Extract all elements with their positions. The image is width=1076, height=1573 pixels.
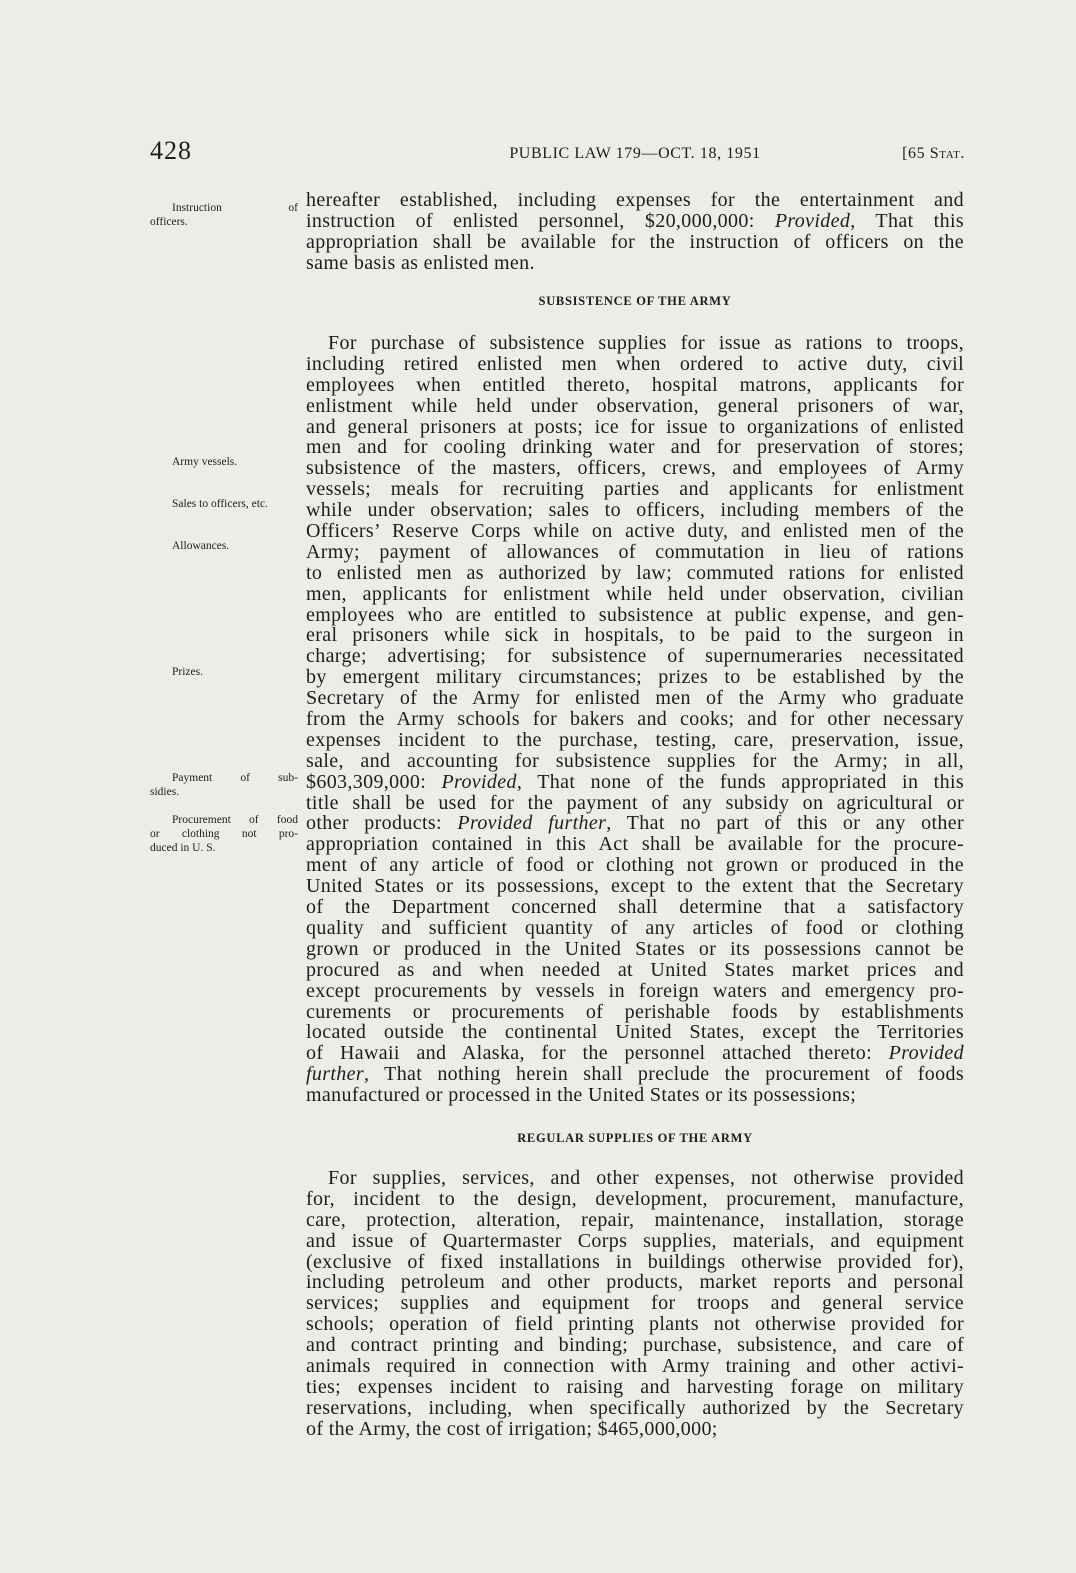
text-line: hereafter established, including expenses for the entertainment and bbox=[306, 189, 964, 211]
text-run: , That nothing herein shall preclude the procurement of foods bbox=[364, 1063, 964, 1086]
text-run: $603,309,000: bbox=[306, 770, 442, 793]
paragraph bbox=[306, 190, 964, 274]
text-line: to enlisted men as authorized by law; commuted rations for enlisted bbox=[306, 561, 964, 584]
margin-note-line: or clothing not pro- bbox=[150, 828, 298, 840]
text-line: services; supplies and equipment for troops and general service bbox=[306, 1292, 964, 1315]
text-line: title shall be used for the payment of any subsidy on agricultural or bbox=[306, 791, 964, 814]
text-line: ties; expenses incident to raising and harvesting forage on military bbox=[306, 1375, 964, 1398]
text-line: employees when entitled thereto, hospital matrons, applicants for bbox=[306, 373, 964, 396]
margin-note bbox=[150, 665, 298, 679]
text-line: vessels; meals for recruiting parties and applicants for enlistment bbox=[306, 478, 964, 501]
text-line: appropriation contained in this Act shall be available for the procure- bbox=[306, 833, 964, 856]
text-line bbox=[306, 1043, 964, 1064]
margin-note-line: Payment of sub- bbox=[172, 772, 298, 784]
section-heading: SUBSISTENCE OF THE ARMY bbox=[538, 294, 732, 308]
margin-note bbox=[150, 771, 298, 799]
text-line: by emergent military circumstances; prizes to be established by the bbox=[306, 666, 964, 689]
margin-note bbox=[150, 813, 298, 855]
text-line: enlistment while held under observation, general prisoners of war, bbox=[306, 394, 964, 417]
text-line: reservations, including, when specifically authorized by the Secretary bbox=[306, 1396, 964, 1419]
paragraph bbox=[306, 333, 964, 1106]
text-line: including retired enlisted men when ordered to active duty, civil bbox=[306, 352, 964, 375]
text-line: charge; advertising; for subsistence of supernumeraries necessitated bbox=[306, 645, 964, 668]
margin-note-line: sidies. bbox=[150, 786, 180, 798]
margin-note-line: officers. bbox=[150, 216, 188, 228]
text-line: eral prisoners while sick in hospitals, to be paid to the surgeon in bbox=[306, 624, 964, 647]
italic-run: Provided further bbox=[457, 812, 607, 835]
text-line: for, incident to the design, development, procurement, manufacture, bbox=[306, 1187, 964, 1210]
margin-note-line: Instruction of bbox=[172, 202, 298, 214]
margin-note bbox=[150, 455, 298, 469]
running-head: PUBLIC LAW 179—OCT. 18, 1951 bbox=[509, 145, 761, 162]
text-line: expenses incident to the purchase, testing, care, preservation, issue, bbox=[306, 728, 964, 751]
section-heading: REGULAR SUPPLIES OF THE ARMY bbox=[517, 1131, 753, 1145]
text-run: , That none of the funds appropriated in this bbox=[516, 770, 964, 793]
text-run: other products: bbox=[306, 812, 458, 835]
text-line: employees who are entitled to subsistence at public expense, and gen- bbox=[306, 603, 964, 626]
text-run: of Hawaii and Alaska, for the personnel attached thereto: bbox=[306, 1042, 889, 1065]
margin-note bbox=[150, 497, 298, 511]
text-line: manufactured or processed in the United States or its possessions; bbox=[306, 1084, 857, 1107]
text-line: procured as and when needed at United States market prices and bbox=[306, 958, 964, 981]
text-line: subsistence of the masters, officers, crews, and employees of Army bbox=[306, 457, 964, 480]
italic-run: Provided bbox=[441, 770, 517, 793]
text-line: sale, and accounting for subsistence supplies for the Army; in all, bbox=[306, 749, 964, 772]
text-line: including petroleum and other products, market reports and personal bbox=[306, 1271, 964, 1294]
text-line: schools; operation of field printing plants not otherwise provided for bbox=[306, 1313, 964, 1336]
text-line: same basis as enlisted men. bbox=[306, 251, 535, 274]
text-run: , That no part of this or any other bbox=[606, 812, 964, 835]
text-line: Secretary of the Army for enlisted men of the Army who graduate bbox=[306, 687, 964, 710]
text-line: grown or produced in the United States or its possessions cannot be bbox=[306, 937, 964, 960]
margin-note-line: Allowances. bbox=[172, 540, 230, 552]
margin-note-line: Prizes. bbox=[172, 666, 203, 678]
text-line: For purchase of subsistence supplies for issue as rations to troops, bbox=[328, 332, 964, 354]
text-line: located outside the continental United States, except the Territories bbox=[306, 1021, 964, 1044]
text-line: Officers’ Reserve Corps while on active duty, and enlisted men of the bbox=[306, 520, 964, 543]
text-line: of the Army, the cost of irrigation; $465,000,000; bbox=[306, 1417, 718, 1440]
text-line: and issue of Quartermaster Corps supplies, materials, and equipment bbox=[306, 1229, 964, 1252]
text-line: from the Army schools for bakers and cooks; and for other necessary bbox=[306, 708, 964, 731]
text-line bbox=[306, 772, 964, 793]
text-line: Army; payment of allowances of commutation in lieu of rations bbox=[306, 540, 964, 563]
text-run: instruction of enlisted personnel, $20,000,000: bbox=[306, 209, 775, 232]
text-line bbox=[306, 813, 964, 834]
text-line: care, protection, alteration, repair, maintenance, installation, storage bbox=[306, 1208, 964, 1231]
margin-note bbox=[150, 201, 298, 229]
text-line: appropriation shall be available for the instruction of officers on the bbox=[306, 230, 964, 253]
text-line: and general prisoners at posts; ice for issue to organizations of enlisted bbox=[306, 415, 964, 438]
italic-run: further bbox=[306, 1063, 365, 1086]
text-line: For supplies, services, and other expenses, not otherwise provided bbox=[328, 1167, 964, 1189]
text-run: , That this bbox=[850, 209, 964, 232]
margin-note-line: Army vessels. bbox=[172, 456, 238, 468]
text-line: (exclusive of fixed installations in buildings otherwise provided for), bbox=[306, 1250, 964, 1273]
text-line: quality and sufficient quantity of any articles of food or clothing bbox=[306, 916, 964, 939]
text-line: while under observation; sales to officers, including members of the bbox=[306, 499, 964, 522]
text-line: curements or procurements of perishable foods by establishments bbox=[306, 1000, 964, 1023]
italic-run: Provided bbox=[774, 209, 851, 232]
text-line: and contract printing and binding; purchase, subsistence, and care of bbox=[306, 1334, 964, 1357]
page-number: 428 bbox=[150, 136, 192, 165]
margin-note-line: duced in U. S. bbox=[150, 842, 216, 854]
text-line: ment of any article of food or clothing not grown or produced in the bbox=[306, 854, 964, 877]
text-line: of the Department concerned shall determine that a satisfactory bbox=[306, 896, 964, 919]
paragraph bbox=[306, 1168, 964, 1440]
italic-run: Provided bbox=[888, 1042, 964, 1065]
text-line: except procurements by vessels in foreign waters and emergency pro- bbox=[306, 979, 964, 1002]
text-line bbox=[306, 1064, 964, 1085]
margin-note bbox=[150, 539, 298, 553]
text-line: animals required in connection with Army training and other activi- bbox=[306, 1355, 964, 1378]
text-line: men and for cooling drinking water and for preservation of stores; bbox=[306, 436, 964, 459]
text-line: United States or its possessions, except to the extent that the Secretary bbox=[306, 875, 964, 898]
text-line: men, applicants for enlistment while held under observation, civilian bbox=[306, 582, 964, 605]
statute-reference: [65 Stat. bbox=[902, 145, 965, 162]
margin-note-line: Procurement of food bbox=[172, 814, 298, 826]
margin-note-line: Sales to officers, etc. bbox=[172, 498, 268, 510]
text-line bbox=[306, 211, 964, 232]
